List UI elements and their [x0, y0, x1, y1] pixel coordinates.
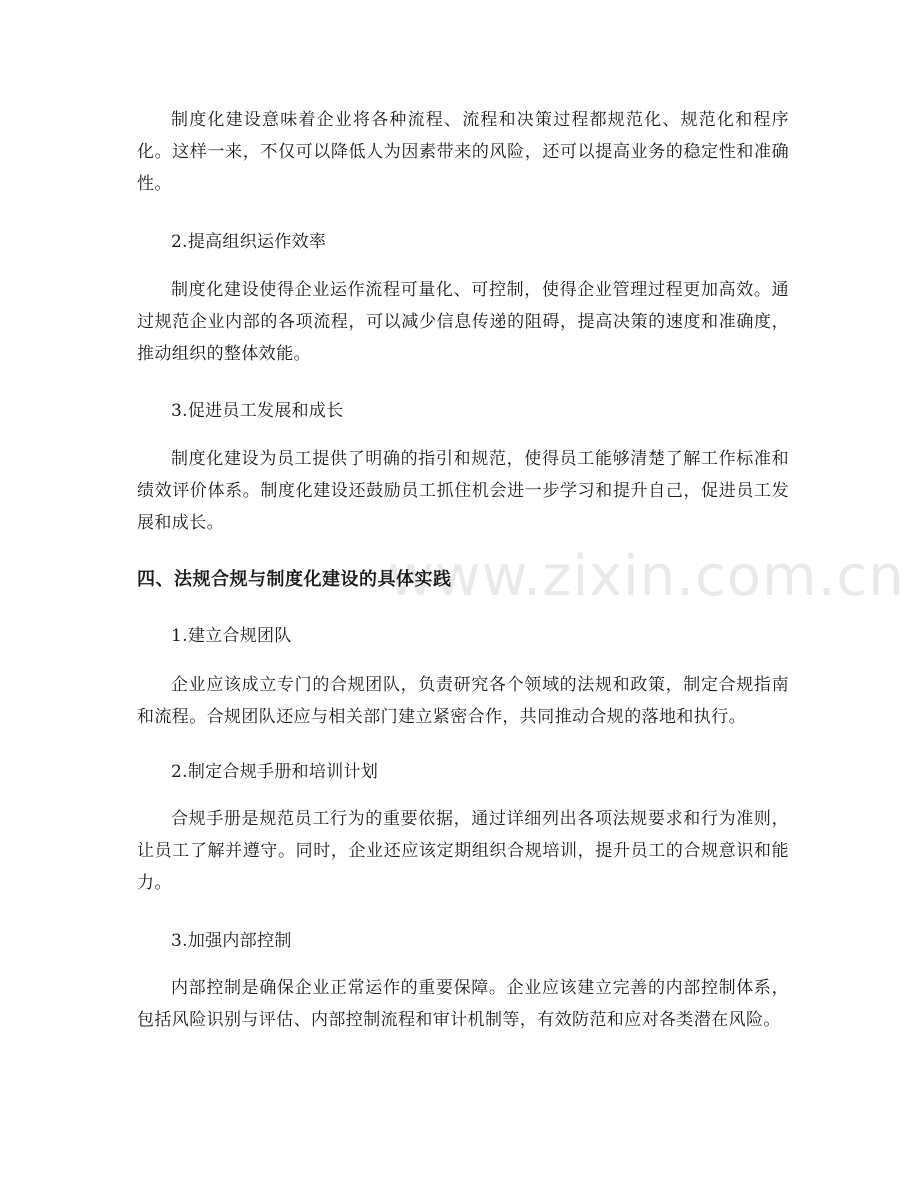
paragraph-employee-growth: [137, 443, 789, 539]
paragraph-institutionalization-meaning: [137, 104, 789, 200]
list-item-heading: [137, 395, 789, 427]
paragraph-text: 合规手册是规范员工行为的重要依据，通过详细列出各项法规要求和行为准则，让员工了解并遵守。同时，企业还应该定期组织合规培训，提升员工的合规意识和能力。: [137, 809, 789, 893]
item-heading-text: 2.提高组织运作效率: [171, 232, 327, 252]
section-heading-text: 四、法规合规与制度化建设的具体实践: [137, 569, 452, 590]
list-item-heading: [137, 925, 789, 957]
paragraph-text: 企业应该成立专门的合规团队，负责研究各个领域的法规和政策，制定合规指南和流程。合规团队还应与相关部门建立紧密合作，共同推动合规的落地和执行。: [137, 675, 789, 727]
paragraph-text: 内部控制是确保企业正常运作的重要保障。企业应该建立完善的内部控制体系，包括风险识别与评估、内部控制流程和审计机制等，有效防范和应对各类潜在风险。: [137, 978, 789, 1030]
section-heading: [137, 564, 789, 596]
item-heading-text: 3.加强内部控制: [171, 931, 292, 951]
paragraph-text: 制度化建设使得企业运作流程可量化、可控制，使得企业管理过程更加高效。通过规范企业内部的各项流程，可以减少信息传递的阻碍，提高决策的速度和准确度，推动组织的整体效能。: [137, 280, 789, 364]
item-heading-text: 1.建立合规团队: [171, 626, 292, 646]
paragraph-compliance-team: [137, 669, 789, 733]
paragraph-text: 制度化建设为员工提供了明确的指引和规范，使得员工能够清楚了解工作标准和绩效评价体系。制度化建设还鼓励员工抓住机会进一步学习和提升自己，促进员工发展和成长。: [137, 449, 789, 533]
list-item-heading: [137, 756, 789, 788]
paragraph-efficiency: [137, 274, 789, 370]
watermark-text: www.zixin.com.cn: [388, 544, 905, 609]
paragraph-internal-control: [137, 972, 789, 1036]
list-item-heading: [137, 620, 789, 652]
paragraph-text: 制度化建设意味着企业将各种流程、流程和决策过程都规范化、规范化和程序化。这样一来，不仅可以降低人为因素带来的风险，还可以提高业务的稳定性和准确性。: [137, 110, 789, 194]
item-heading-text: 3.促进员工发展和成长: [171, 401, 344, 421]
list-item-heading: [137, 226, 789, 258]
paragraph-compliance-manual: [137, 803, 789, 899]
item-heading-text: 2.制定合规手册和培训计划: [171, 762, 379, 782]
